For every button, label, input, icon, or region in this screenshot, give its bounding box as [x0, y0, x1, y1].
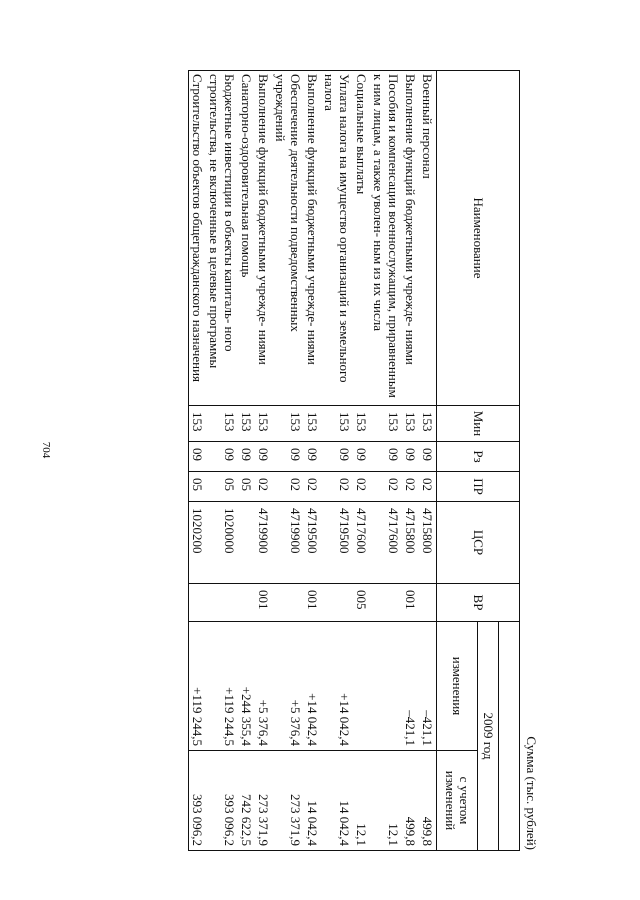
row-vr: [189, 584, 207, 622]
row-pr: 02: [255, 472, 272, 502]
row-rz: 09: [321, 442, 353, 472]
row-vr: [272, 584, 304, 622]
header-name: Наименование: [437, 71, 520, 406]
table-row: [321, 71, 353, 851]
table-row: [353, 71, 370, 851]
row-csr: 4719900: [272, 502, 304, 584]
budget-sheet-rotated: [95, 70, 540, 850]
row-name: Пособия и компенсации военнослужащим, приравненным к ним лицам, а также уволен- ным из их числа: [370, 71, 402, 406]
row-change: +5 376,4: [255, 622, 272, 751]
row-csr: 4719500: [321, 502, 353, 584]
row-change: +14 042,4: [304, 622, 321, 751]
row-total: 393 096,2: [189, 751, 207, 851]
row-change: +14 042,4: [321, 622, 353, 751]
table-row: [419, 71, 437, 851]
row-name: Санаторно-оздоровительная помощь: [238, 71, 255, 406]
row-csr: 4717600: [370, 502, 402, 584]
row-pr: 02: [304, 472, 321, 502]
table-row: [272, 71, 304, 851]
row-min: 153: [238, 406, 255, 442]
row-change: +244 355,4: [238, 622, 255, 751]
row-rz: 09: [402, 442, 419, 472]
table-row: [255, 71, 272, 851]
row-vr: [321, 584, 353, 622]
row-pr: 02: [272, 472, 304, 502]
budget-table-header: [437, 71, 520, 851]
header-with-changes: с учетом изменений: [437, 751, 478, 851]
row-total: 14 042,4: [321, 751, 353, 851]
row-rz: 09: [353, 442, 370, 472]
row-name: Уплата налога на имущество организаций и земельного налога: [321, 71, 353, 406]
table-row: [402, 71, 419, 851]
row-name: Выполнение функций бюджетными учрежде- ниями: [304, 71, 321, 406]
header-csr: ЦСР: [437, 502, 520, 584]
row-pr: 02: [419, 472, 437, 502]
row-total: 12,1: [370, 751, 402, 851]
header-sum-group: [499, 622, 520, 851]
row-rz: 09: [255, 442, 272, 472]
budget-sheet: [95, 70, 540, 850]
header-changes: изменения: [437, 622, 478, 751]
header-rz: Рз: [437, 442, 520, 472]
units-caption: Сумма (тыс. рублей): [524, 736, 539, 850]
row-vr: 005: [353, 584, 370, 622]
row-min: 153: [304, 406, 321, 442]
row-min: 153: [321, 406, 353, 442]
row-vr: 001: [255, 584, 272, 622]
row-change: +5 376,4: [272, 622, 304, 751]
row-vr: [419, 584, 437, 622]
row-csr: 4719900: [255, 502, 272, 584]
row-name: Выполнение функций бюджетными учрежде- ниями: [255, 71, 272, 406]
row-total: 273 371,9: [272, 751, 304, 851]
header-pr: ПР: [437, 472, 520, 502]
table-row: [238, 71, 255, 851]
row-min: 153: [353, 406, 370, 442]
row-name: Военный персонал: [419, 71, 437, 406]
row-pr: 05: [206, 472, 238, 502]
row-min: 153: [419, 406, 437, 442]
row-total: 499,8: [402, 751, 419, 851]
row-total: 499,8: [419, 751, 437, 851]
row-rz: 09: [272, 442, 304, 472]
row-min: 153: [370, 406, 402, 442]
row-vr: 001: [304, 584, 321, 622]
row-change: –421,1: [419, 622, 437, 751]
row-pr: 02: [370, 472, 402, 502]
row-rz: 09: [189, 442, 207, 472]
row-change: +119 244,5: [206, 622, 238, 751]
header-vr: ВР: [437, 584, 520, 622]
row-name: Социальные выплаты: [353, 71, 370, 406]
row-csr: 1020000: [206, 502, 238, 584]
header-year: 2009 год: [478, 622, 499, 851]
row-total: 393 096,2: [206, 751, 238, 851]
row-total: 742 622,5: [238, 751, 255, 851]
row-name: Строительство объектов общегражданского назначения: [189, 71, 207, 406]
table-row: [206, 71, 238, 851]
row-total: 273 371,9: [255, 751, 272, 851]
row-name: Выполнение функций бюджетными учрежде- ниями: [402, 71, 419, 406]
row-rz: 09: [419, 442, 437, 472]
row-csr: [238, 502, 255, 584]
row-change: [353, 622, 370, 751]
row-min: 153: [206, 406, 238, 442]
row-rz: 09: [370, 442, 402, 472]
row-pr: 02: [402, 472, 419, 502]
table-row: [304, 71, 321, 851]
row-rz: 09: [238, 442, 255, 472]
row-pr: 02: [353, 472, 370, 502]
row-csr: 4715800: [419, 502, 437, 584]
row-name: Бюджетные инвестиции в объекты капиталь- ного строительства, не включенные в целевые программы: [206, 71, 238, 406]
page-number: 704: [40, 441, 52, 459]
row-csr: 4719500: [304, 502, 321, 584]
row-vr: 001: [402, 584, 419, 622]
row-rz: 09: [304, 442, 321, 472]
table-row: [189, 71, 207, 851]
row-pr: 05: [189, 472, 207, 502]
row-vr: [238, 584, 255, 622]
row-csr: 4715800: [402, 502, 419, 584]
row-csr: 4717600: [353, 502, 370, 584]
row-change: +119 244,5: [189, 622, 207, 751]
row-change: –421,1: [402, 622, 419, 751]
row-pr: 02: [321, 472, 353, 502]
row-name: Обеспечение деятельности подведомственных учреждений: [272, 71, 304, 406]
header-min: Мин: [437, 406, 520, 442]
row-rz: 09: [206, 442, 238, 472]
row-csr: 1020200: [189, 502, 207, 584]
row-total: 12,1: [353, 751, 370, 851]
budget-table-body: [189, 71, 437, 851]
row-vr: [370, 584, 402, 622]
row-pr: 05: [238, 472, 255, 502]
row-vr: [206, 584, 238, 622]
row-min: 153: [189, 406, 207, 442]
row-change: [370, 622, 402, 751]
row-min: 153: [272, 406, 304, 442]
table-row: [370, 71, 402, 851]
budget-table: [188, 70, 520, 851]
row-min: 153: [255, 406, 272, 442]
row-min: 153: [402, 406, 419, 442]
row-total: 14 042,4: [304, 751, 321, 851]
